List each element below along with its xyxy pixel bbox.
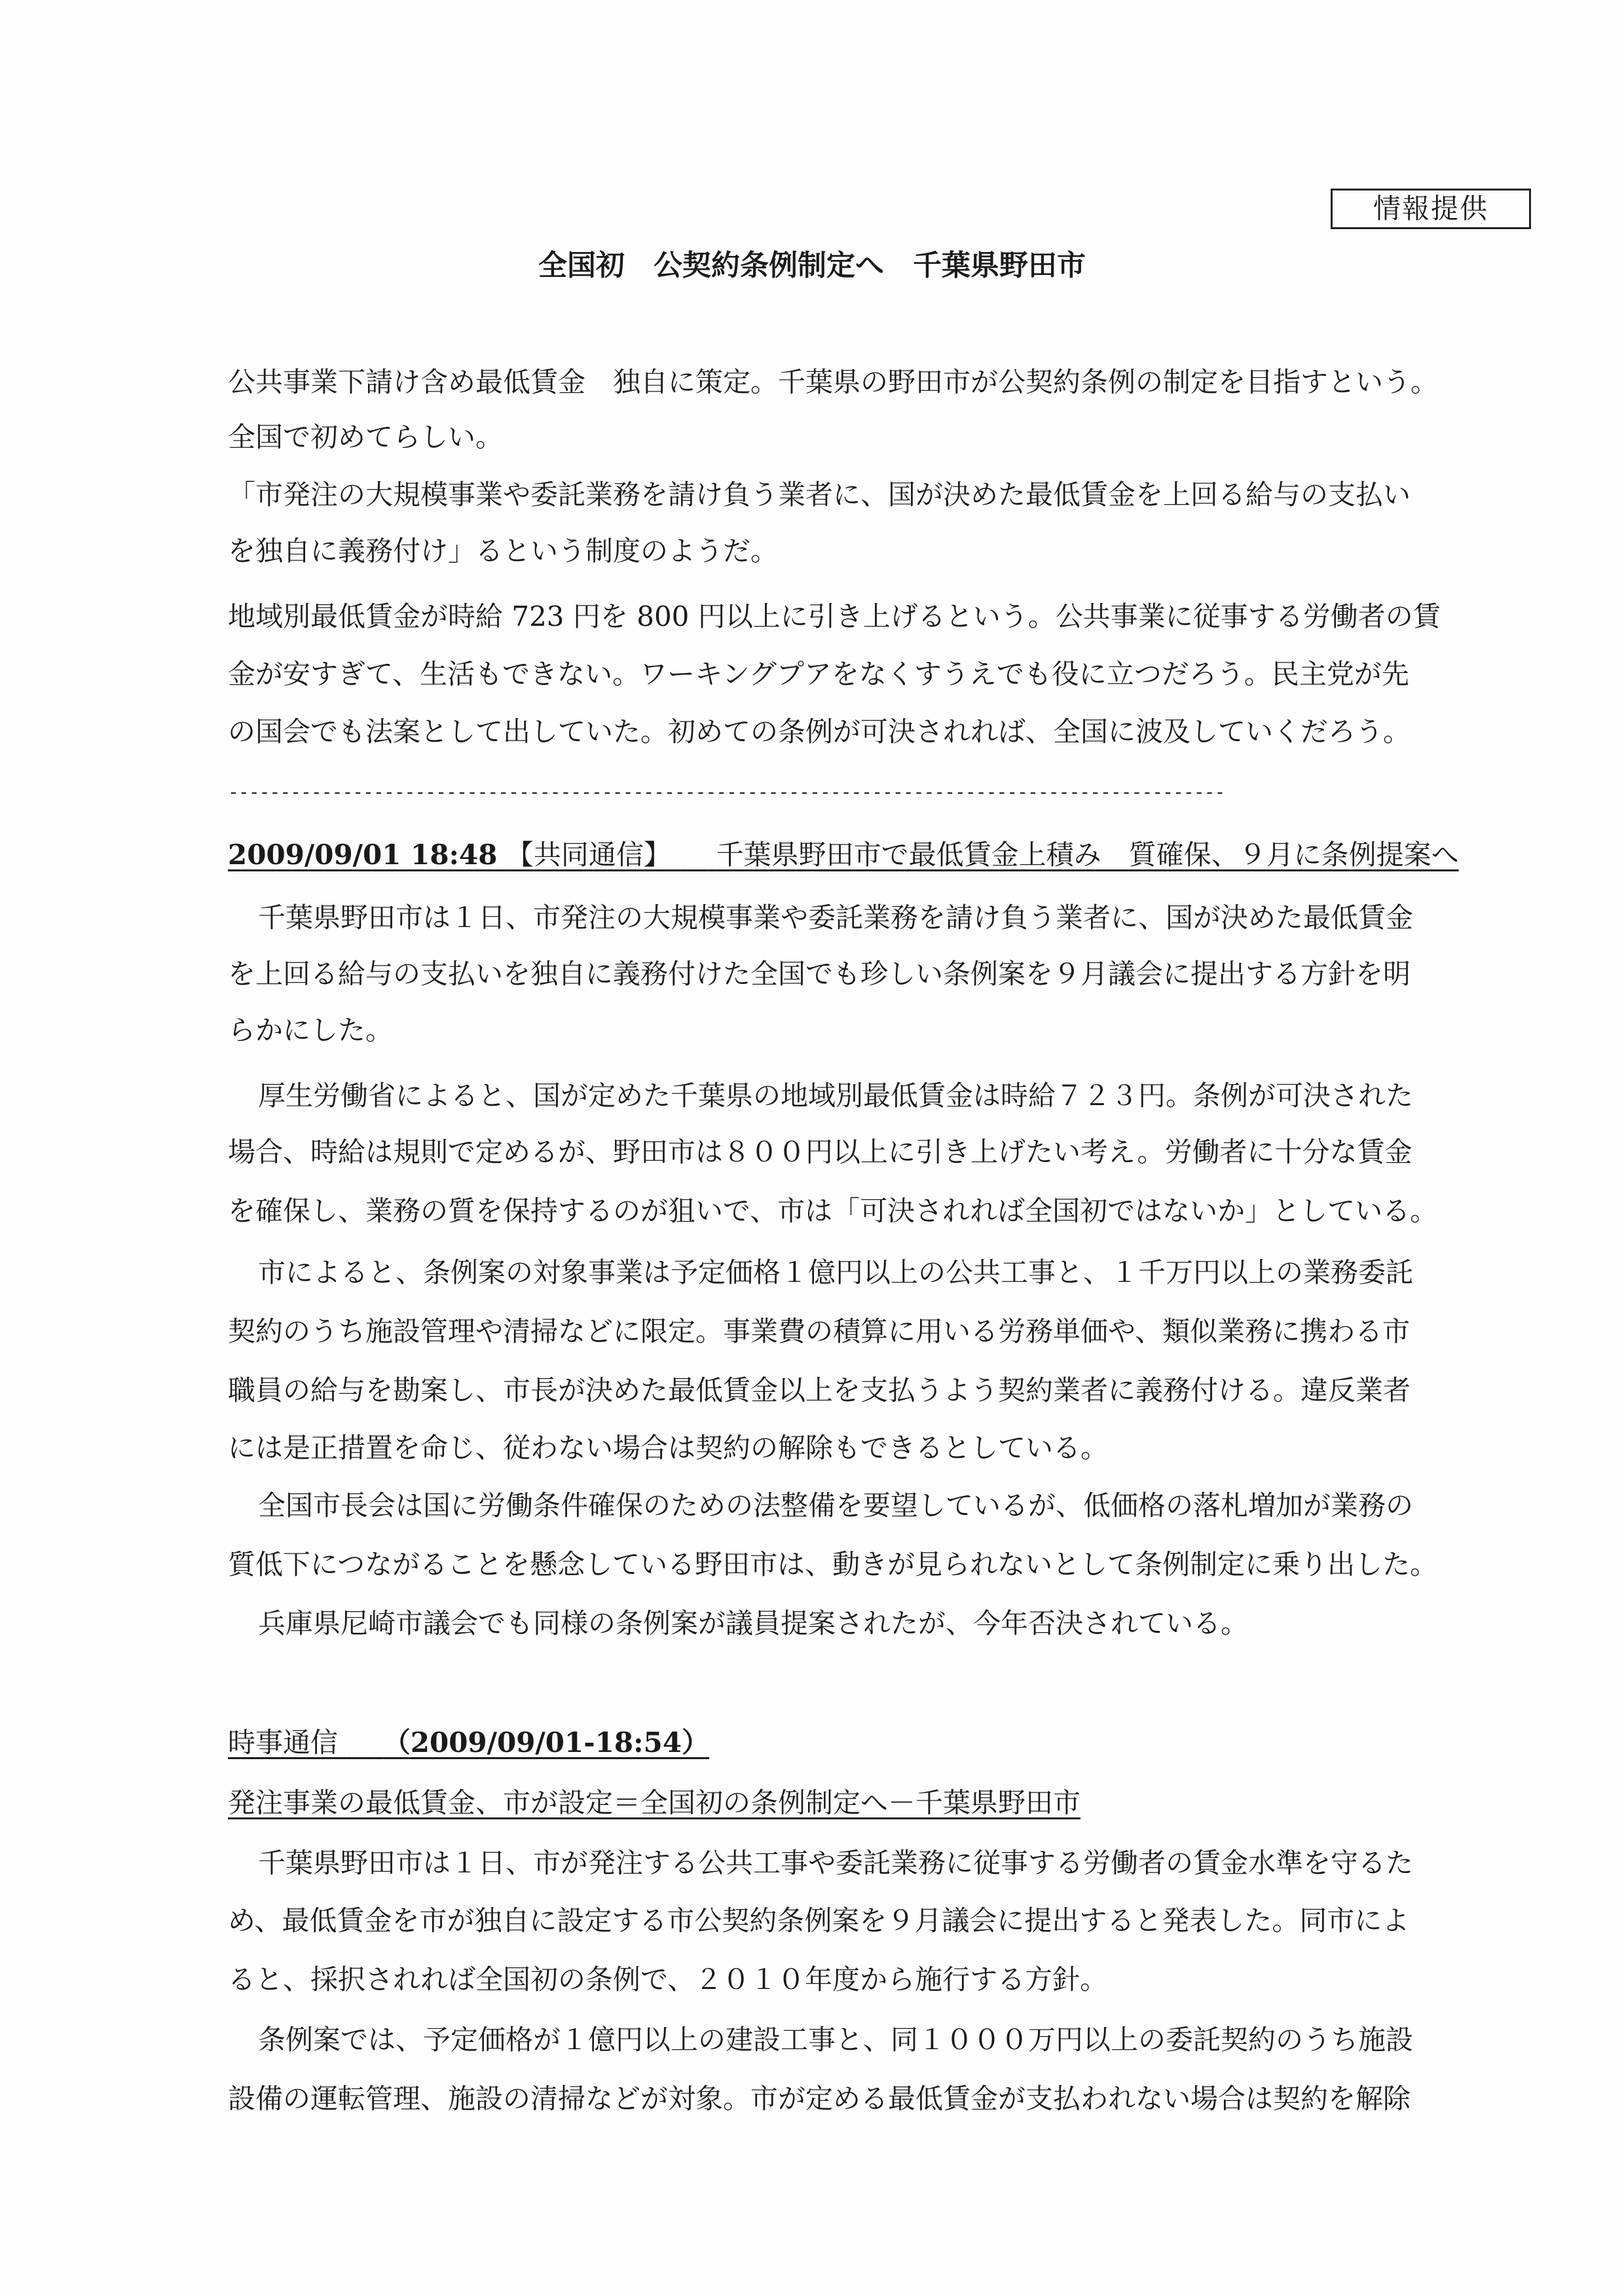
kyodo-line: 市によると、条例案の対象事業は予定価格１億円以上の公共工事と、１千万円以上の業務委託 <box>258 1256 1414 1288</box>
kyodo-line: 兵庫県尼崎市議会でも同様の条例案が議員提案されたが、今年否決されている。 <box>258 1607 1249 1639</box>
intro-line: 公共事業下請け含め最低賃金 独自に策定。千葉県の野田市が公契約条例の制定を目指すという。 <box>228 366 1439 398</box>
kyodo-line: 千葉県野田市は１日、市発注の大規模事業や委託業務を請け負う業者に、国が決めた最低賃金 <box>258 902 1414 934</box>
jiji-line: め、最低賃金を市が独自に設定する市公契約条例案を９月議会に提出すると発表した。同市によ <box>228 1904 1410 1937</box>
kyodo-line: 質低下につながることを懸念している野田市は、動きが見られないとして条例制定に乗り出した。 <box>228 1548 1438 1580</box>
jiji-line: 千葉県野田市は１日、市が発注する公共工事や委託業務に従事する労働者の賃金水準を守るた <box>258 1847 1414 1879</box>
jiji-line: 設備の運転管理、施設の清掃などが対象。市が定める最低賃金が支払われない場合は契約を解除 <box>228 2083 1411 2115</box>
intro-line: の国会でも法案として出していた。初めての条例が可決されれば、全国に波及していくだろう。 <box>228 716 1411 748</box>
kyodo-line: 場合、時給は規則で定めるが、野田市は８００円以上に引き上げたい考え。労働者に十分な賃金 <box>228 1136 1412 1168</box>
kyodo-line: を確保し、業務の質を保持するのが狙いで、市は「可決されれば全国初ではないか」としている。 <box>228 1195 1438 1227</box>
jiji-source: 時事通信 <box>228 1726 339 1758</box>
kyodo-line: 職員の給与を勘案し、市長が決めた最低賃金以上を支払うよう契約業者に義務付ける。違反業者 <box>228 1374 1411 1406</box>
kyodo-headline: 千葉県野田市で最低賃金上積み 質確保、９月に条例提案へ <box>716 839 1459 871</box>
jiji-line: ると、採択されれば全国初の条例で、２０１０年度から施行する方針。 <box>228 1963 1108 1995</box>
info-provided-label: 情報提供 <box>1331 189 1531 229</box>
kyodo-line: 厚生労働省によると、国が定めた千葉県の地域別最低賃金は時給７２３円。条例が可決された <box>258 1080 1414 1112</box>
jiji-line: 条例案では、予定価格が１億円以上の建設工事と、同１０００万円以上の委託契約のうち施設 <box>258 2024 1414 2056</box>
kyodo-line: らかにした。 <box>228 1014 394 1046</box>
jiji-datetime: （2009/09/01-18:54） <box>382 1726 710 1758</box>
separator-line: ------------------------------------------------------------------------------------------------ <box>228 781 1225 803</box>
intro-line: 全国で初めてらしい。 <box>228 421 504 453</box>
intro-line: 金が安すぎて、生活もできない。ワーキングプアをなくすうえでも役に立つだろう。民主党が先 <box>228 658 1409 690</box>
kyodo-datetime: 2009/09/01 18:48 <box>228 839 498 871</box>
kyodo-heading <box>228 835 1459 875</box>
intro-line: を独自に義務付け」るという制度のようだ。 <box>228 535 779 567</box>
kyodo-source: 【共同通信】 <box>506 839 671 871</box>
intro-line: 地域別最低賃金が時給 723 円を 800 円以上に引き上げるという。公共事業に従事する労働者の賃 <box>228 600 1441 632</box>
kyodo-line: には是正措置を命じ、従わない場合は契約の解除もできるとしている。 <box>228 1432 1109 1464</box>
kyodo-line: を上回る給与の支払いを独自に義務付けた全国でも珍しい条例案を９月議会に提出する方針を明 <box>228 958 1411 990</box>
intro-line: 「市発注の大規模事業や委託業務を請け負う業者に、国が決めた最低賃金を上回る給与の支払い <box>228 479 1411 511</box>
kyodo-line: 全国市長会は国に労働条件確保のための法整備を要望しているが、低価格の落札増加が業務の <box>258 1489 1414 1522</box>
document-title: 全国初 公契約条例制定へ 千葉県野田市 <box>538 249 1086 282</box>
kyodo-line: 契約のうち施設管理や清掃などに限定。事業費の積算に用いる労務単価や、類似業務に携わる市 <box>228 1315 1411 1347</box>
jiji-headline: 発注事業の最低賃金、市が設定＝全国初の条例制定へ－千葉県野田市 <box>228 1787 1081 1819</box>
jiji-source-heading <box>228 1723 709 1762</box>
